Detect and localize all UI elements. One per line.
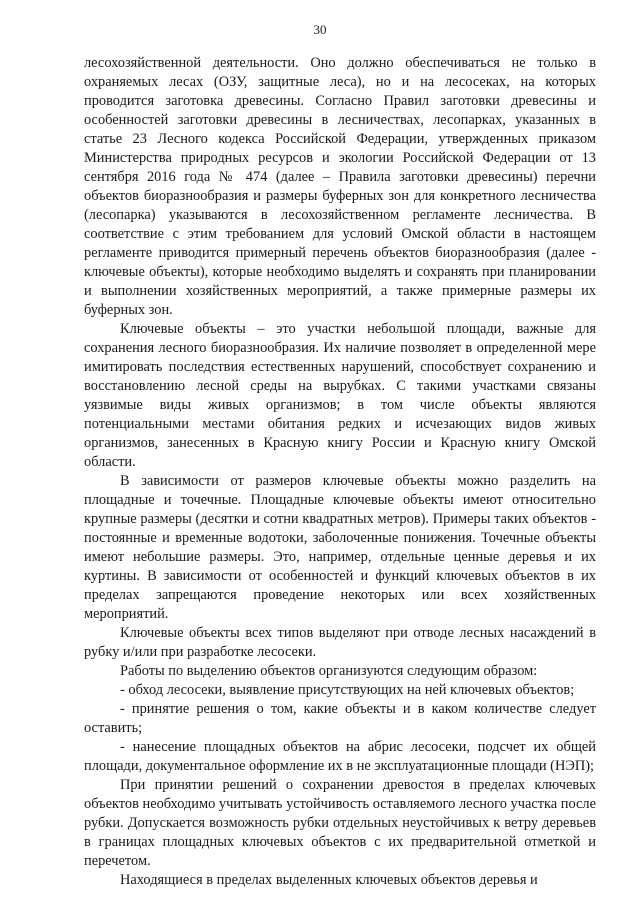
list-item-decision: - принятие решения о том, какие объекты и в каком количестве следует оставить;: [84, 701, 596, 736]
paragraph-work-organization: Работы по выделению объектов организуются следующим образом:: [120, 663, 538, 679]
paragraph-selection-timing: Ключевые объекты всех типов выделяют при отводе лесных насаждений в рубку и/или при разработке лесосеки.: [84, 625, 596, 660]
paragraph-continuation: лесохозяйственной деятельности. Оно должно обеспечиваться не только в охраняемых лесах (ОЗУ, защитные леса), но и на лесосеках, на которых проводится заготовка древесины. Согласно Правил заготовки древесины и особенностей заготовки древесины в лесничествах, лесопарках, указанных в статье 23 Лесного кодекса Российской Федерации, утвержденных приказом Министерства природных ресурсов и экологии Российской Федерации от 13 сентября 2016 года № 474 (далее – Правила заготовки древесины) перечни объектов биоразнообразия и размеры буферных зон для конкретного лесничества (лесопарка) указываются в лесохозяйственном регламенте лесничества. В соответствие с этим требованием для условий Омской области в настоящем регламенте приводится примерный перечень объектов биоразнообразия (далее - ключевые объекты), которые необходимо выделять и сохранять при планировании и выполнении хозяйственных мероприятий, а также примерные размеры их буферных зон.: [84, 55, 596, 318]
list-item-survey: - обход лесосеки, выявление присутствующих на ней ключевых объектов;: [120, 682, 575, 698]
paragraph-trees-within-objects: Находящиеся в пределах выделенных ключевых объектов деревья и: [120, 872, 538, 888]
page-number: 30: [313, 22, 327, 37]
paragraph-object-types: В зависимости от размеров ключевые объекты можно разделить на площадные и точечные. Площадные ключевые объекты имеют относительно крупные размеры (десятки и сотни квадратных метров). Примеры таких объектов - постоянные и временные водотоки, заболоченные понижения. Точечные объекты имеют небольшие размеры. Это, например, отдельные ценные деревья и их куртины. В зависимости от особенностей и функций ключевых объектов в их пределах запрещаются проведение некоторых или всех хозяйственных мероприятий.: [84, 473, 596, 622]
list-item-mapping: - нанесение площадных объектов на абрис лесосеки, подсчет их общей площади, документальное оформление их в не эксплуатационные площади (НЭП);: [84, 739, 596, 774]
paragraph-stand-stability: При принятии решений о сохранении древостоя в пределах ключевых объектов необходимо учитывать устойчивость оставляемого лесного участка после рубки. Допускается возможность рубки отдельных неустойчивых к ветру деревьев в границах площадных ключевых объектов с их предварительной отметкой и перечетом.: [84, 777, 596, 869]
paragraph-key-objects-definition: Ключевые объекты – это участки небольшой площади, важные для сохранения лесного биоразнообразия. Их наличие позволяет в определенной мере имитировать последствия естественных нарушений, способствует сохранению и восстановлению лесной среды на вырубках. С такими участками связаны уязвимые виды живых организмов; в том числе объекты являются потенциальными местами обитания редких и исчезающих видов живых организмов, занесенных в Красную книгу России и Красную книгу Омской области.: [84, 321, 596, 470]
document-body: [84, 54, 596, 890]
